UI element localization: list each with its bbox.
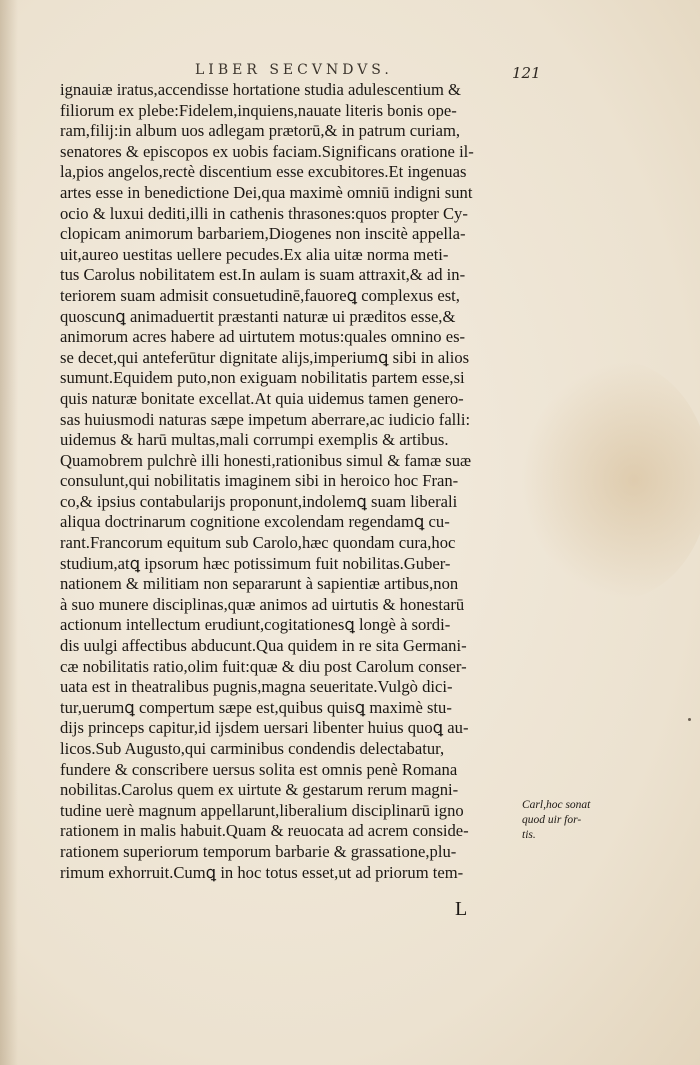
gutter-shadow [0, 0, 18, 1065]
ink-speck [688, 718, 691, 721]
text-line: Quamobrem pulchrè illi honesti,rationibus simul & famæ suæ [60, 450, 472, 470]
text-line: uit,aureo uestitas uellere pecudes.Ex alia uitæ norma meti- [60, 244, 449, 264]
body-text [60, 80, 540, 883]
marginal-note-line: Carl,hoc sonat [522, 799, 591, 811]
text-line: quis naturæ bonitate excellat.At quia uidemus tamen genero- [60, 388, 464, 408]
text-line: rimum exhorruit.Cumꝗ in hoc totus esset,ut ad priorum tem- [60, 862, 464, 882]
text-line: filiorum ex plebe:Fidelem,inquiens,nauate literis bonis ope- [60, 100, 457, 120]
text-line: ocio & luxui dediti,illi in cathenis thrasones:quos propter Cy- [60, 203, 468, 223]
text-line: co,& ipsius contabularijs proponunt,indolemꝗ suam liberali [60, 491, 458, 511]
text-line: teriorem suam admisit consuetudinē,fauoreꝗ complexus est, [60, 285, 460, 305]
text-line: à suo munere disciplinas,quæ animos ad uirtutis & honestarū [60, 594, 465, 614]
water-stain [520, 360, 700, 600]
text-line: uidemus & harū multas,mali corrumpi exemplis & artibus. [60, 430, 449, 450]
text-line: ram,filij:in album uos adlegam prætorū,& in patrum curiam, [60, 121, 461, 141]
text-line: fundere & conscribere uersus solita est omnis penè Romana [60, 759, 458, 779]
text-line: dis uulgi affectibus abducunt.Qua quidem in re sita Germani- [60, 636, 467, 656]
text-line: quoscunꝗ animaduertit præstanti naturæ ui præditos esse,& [60, 306, 456, 326]
text-line: aliqua doctrinarum cognitione excolendam regendamꝗ cu- [60, 512, 450, 532]
text-line: animorum acres habere ad uirtutem motus:quales omnino es- [60, 327, 466, 347]
marginal-note [522, 798, 632, 843]
text-line: nobilitas.Carolus quem ex uirtute & gestarum rerum magni- [60, 780, 459, 800]
text-line: rationem superiorum temporum barbarie & grassatione,plu- [60, 841, 457, 861]
text-line: dijs princeps capitur,id ijsdem uersari libenter huius quoꝗ au- [60, 718, 469, 738]
text-line: artes esse in benedictione Dei,qua maximè omniū indigni sunt [60, 182, 473, 202]
text-line: rationem in malis habuit.Quam & reuocata ad acrem conside- [60, 821, 469, 841]
folio-number: 121 [512, 64, 541, 82]
marginal-note-line: tis. [522, 829, 536, 841]
text-line: licos.Sub Augusto,qui carminibus condendis delectabatur, [60, 739, 445, 758]
text-line: tudine uerè magnum appellarunt,liberalium disciplinarū igno [60, 800, 464, 820]
text-line: studium,atꝗ ipsorum hæc potissimum fuit nobilitas.Guber- [60, 553, 451, 573]
text-line: nationem & militiam non separarunt à sapientiæ artibus,non [60, 574, 459, 594]
text-line: la,pios angelos,rectè discentium esse excubitores.Et ingenuas [60, 162, 467, 182]
text-line: uata est in theatralibus pugnis,magna seueritate.Vulgò dici- [60, 677, 453, 697]
marginal-note-line: quod uir for- [522, 814, 582, 826]
running-head: LIBER SECVNDVS. [195, 62, 393, 78]
signature-mark: L [455, 898, 468, 920]
text-line: ignauiæ iratus,accendisse hortatione studia adulescentium & [60, 80, 461, 99]
text-line: se decet,qui anteferūtur dignitate alijs,imperiumꝗ sibi in alios [60, 347, 470, 367]
text-line: sumunt.Equidem puto,non exiguam nobilitatis partem esse,si [60, 368, 465, 388]
text-line: senatores & episcopos ex uobis faciam.Significans oratione il- [60, 141, 474, 161]
text-line: rant.Francorum equitum sub Carolo,hæc quondam cura,hoc [60, 533, 456, 553]
text-line: tus Carolus nobilitatem est.In aulam is suam attraxit,& ad in- [60, 265, 466, 285]
text-line: sas huiusmodi naturas sæpe impetum aberrare,ac iudicio falli: [60, 409, 471, 429]
text-line: consulunt,qui nobilitatis imaginem sibi in heroico hoc Fran- [60, 471, 459, 491]
text-line: tur,uerumꝗ compertum sæpe est,quibus quisꝗ maximè stu- [60, 697, 452, 717]
text-line: cæ nobilitatis ratio,olim fuit:quæ & diu post Carolum conser- [60, 656, 467, 676]
text-line: clopicam animorum barbariem,Diogenes non inscitè appella- [60, 224, 466, 244]
text-line: actionum intellectum erudiunt,cogitationesꝗ longè à sordi- [60, 615, 451, 635]
